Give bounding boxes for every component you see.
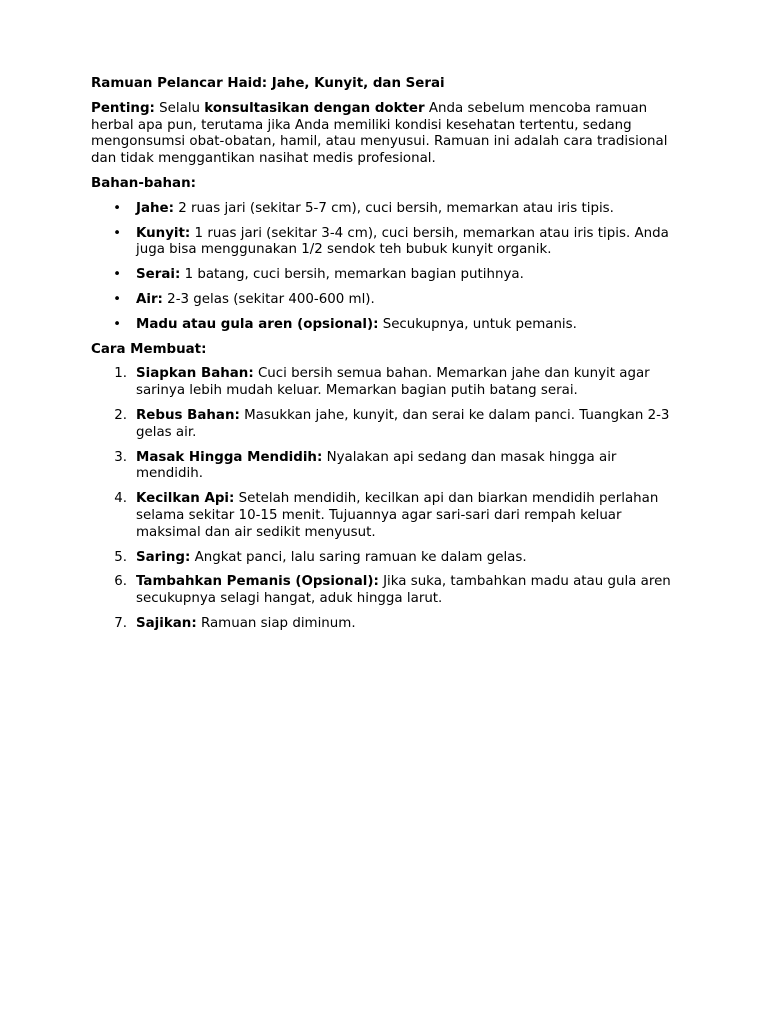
ingredient-label: Serai: [136, 267, 181, 283]
step-item [91, 491, 681, 541]
step-number: 6. [114, 574, 127, 590]
step-text: Angkat panci, lalu saring ramuan ke dalam gelas. [190, 549, 527, 565]
ingredient-text: 1 ruas jari (sekitar 3-4 cm), cuci bersih, memarkan atau iris tipis. Anda juga bisa menggunakan 1/2 sendok teh bubuk kunyit organik. [136, 225, 669, 258]
step-item [91, 408, 681, 442]
step-number: 2. [114, 407, 127, 423]
step-item [91, 574, 681, 608]
ingredient-text: 2 ruas jari (sekitar 5-7 cm), cuci bersih, memarkan atau iris tipis. [174, 200, 614, 216]
document-title: Ramuan Pelancar Haid: Jahe, Kunyit, dan Serai [91, 76, 445, 91]
bullet-marker: • [113, 316, 121, 332]
steps-heading: Cara Membuat: [91, 341, 207, 357]
step-label: Siapkan Bahan: [136, 366, 254, 382]
ingredient-label: Madu atau gula aren (opsional): [136, 316, 379, 332]
ingredients-list [91, 201, 681, 334]
ingredient-item [91, 201, 681, 218]
step-number: 1. [114, 366, 127, 382]
steps-list [91, 366, 681, 632]
bullet-marker: • [113, 200, 121, 216]
bullet-marker: • [113, 267, 121, 283]
ingredient-item [91, 317, 681, 334]
ingredient-text: 2-3 gelas (sekitar 400-600 ml). [162, 291, 375, 307]
step-number: 5. [114, 549, 127, 565]
document-page [91, 76, 681, 641]
step-text: Jika suka, tambahkan madu atau gula aren secukupnya selagi hangat, aduk hingga larut. [136, 574, 671, 607]
ingredient-text: 1 batang, cuci bersih, memarkan bagian putihnya. [180, 267, 524, 283]
step-text: Nyalakan api sedang dan masak hingga air mendidih. [136, 449, 617, 482]
ingredient-item [91, 226, 681, 260]
step-item [91, 366, 681, 400]
ingredient-item [91, 267, 681, 284]
ingredient-label: Kunyit: [136, 225, 191, 241]
step-label: Masak Hingga Mendidih: [136, 449, 323, 465]
step-text: Setelah mendidih, kecilkan api dan biarkan mendidih perlahan selama sekitar 10-15 menit. Tujuannya agar sari-sari dari rempah keluar maksimal dan air sedikit menyusut. [136, 491, 659, 540]
ingredient-text: Secukupnya, untuk pemanis. [378, 316, 577, 332]
step-label: Tambahkan Pemanis (Opsional): [136, 574, 379, 590]
ingredient-label: Air: [136, 291, 163, 307]
warning-paragraph [91, 101, 681, 168]
bullet-marker: • [113, 225, 121, 241]
step-number: 4. [114, 491, 127, 507]
step-label: Saring: [136, 549, 191, 565]
warning-label: Penting: [91, 100, 155, 116]
ingredient-item [91, 292, 681, 309]
step-text: Cuci bersih semua bahan. Memarkan jahe dan kunyit agar sarinya lebih mudah keluar. Memarkan bagian putih batang serai. [136, 366, 650, 399]
step-number: 3. [114, 449, 127, 465]
warning-text-after: Anda sebelum mencoba ramuan herbal apa pun, terutama jika Anda memiliki kondisi kesehatan tertentu, sedang mengonsumsi obat-obatan, hamil, atau menyusui. Ramuan ini adalah cara tradisional dan tidak menggantikan nasihat medis profesional. [91, 100, 668, 167]
step-text: Masukkan jahe, kunyit, dan serai ke dalam panci. Tuangkan 2-3 gelas air. [136, 407, 670, 440]
bullet-marker: • [113, 291, 121, 307]
step-label: Kecilkan Api: [136, 491, 235, 507]
step-item [91, 450, 681, 484]
step-number: 7. [114, 615, 127, 631]
step-item [91, 616, 681, 633]
warning-emphasis: konsultasikan dengan dokter [204, 100, 425, 116]
step-label: Rebus Bahan: [136, 407, 240, 423]
step-text: Ramuan siap diminum. [196, 615, 356, 631]
ingredient-label: Jahe: [136, 200, 174, 216]
step-label: Sajikan: [136, 615, 197, 631]
step-item [91, 550, 681, 567]
ingredients-heading: Bahan-bahan: [91, 175, 196, 191]
warning-text-before: Selalu [154, 100, 205, 116]
